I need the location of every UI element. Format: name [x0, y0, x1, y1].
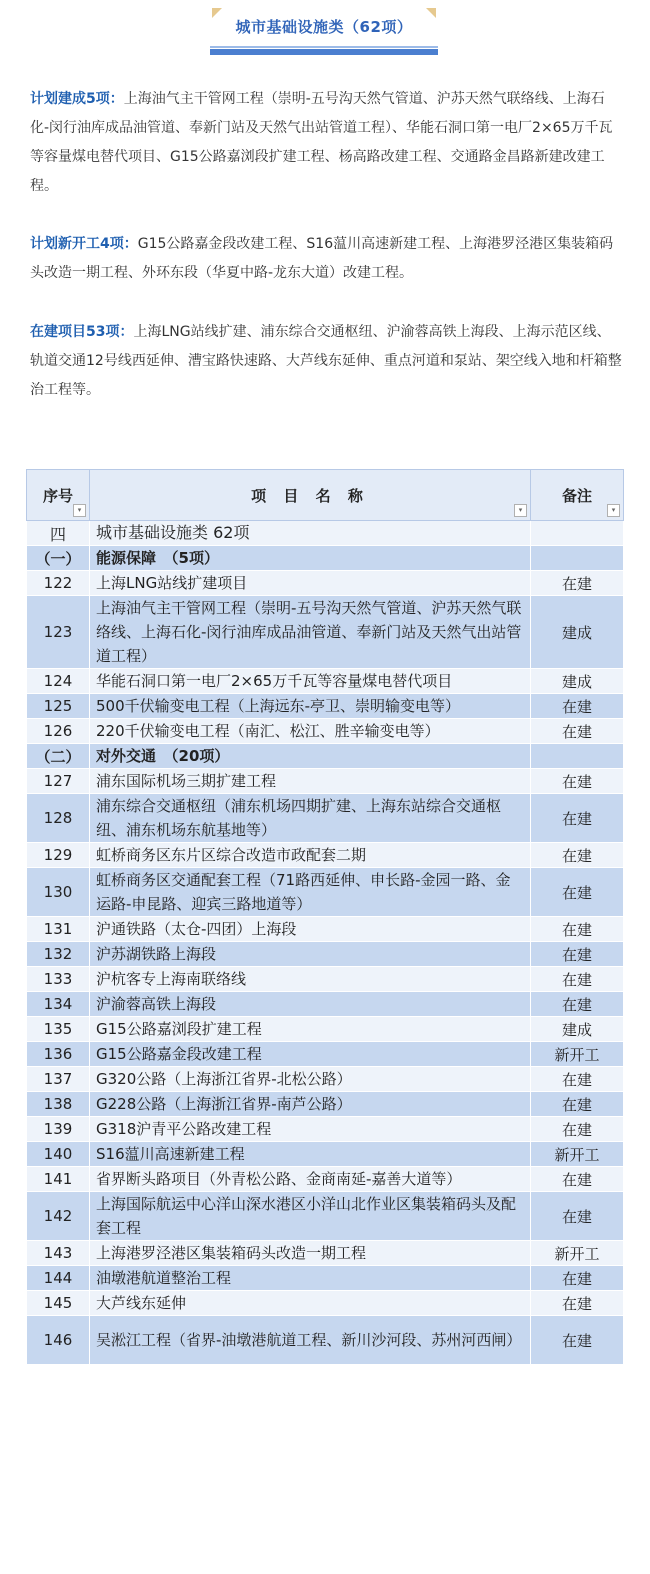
paragraph-lead: 计划建成5项： [30, 91, 124, 107]
cell-project-name: 上海LNG站线扩建项目 [90, 571, 531, 596]
cell-number: 135 [27, 1017, 90, 1042]
table-row [27, 1241, 624, 1266]
cell-project-name: G320公路（上海浙江省界-北松公路） [90, 1067, 531, 1092]
cell-status: 建成 [531, 669, 624, 694]
cell-number: 146 [27, 1316, 90, 1365]
table-row [27, 917, 624, 942]
cell-project-name: G318沪青平公路改建工程 [90, 1117, 531, 1142]
table-row [27, 1117, 624, 1142]
cell-status: 在建 [531, 769, 624, 794]
filter-dropdown-icon[interactable]: ▾ [73, 504, 86, 517]
column-header-name [90, 470, 531, 521]
cell-project-name: 沪通铁路（太仓-四团）上海段 [90, 917, 531, 942]
cell-status: 在建 [531, 1266, 624, 1291]
cell-project-name: 能源保障 （5项） [90, 546, 531, 571]
table-body [27, 521, 624, 1365]
cell-status: 在建 [531, 1067, 624, 1092]
cell-status: 在建 [531, 1316, 624, 1365]
table-row [27, 967, 624, 992]
cell-number: 141 [27, 1167, 90, 1192]
section-banner [210, 8, 438, 52]
cell-status: 新开工 [531, 1042, 624, 1067]
filter-dropdown-icon[interactable]: ▾ [607, 504, 620, 517]
cell-status: 在建 [531, 719, 624, 744]
cell-number: 143 [27, 1241, 90, 1266]
cell-status: 在建 [531, 571, 624, 596]
paragraph-new-projects [30, 230, 622, 288]
table-row [27, 1316, 624, 1365]
banner-underline-thick [210, 49, 438, 55]
cell-number: 140 [27, 1142, 90, 1167]
cell-project-name: 油墩港航道整治工程 [90, 1266, 531, 1291]
cell-status: 在建 [531, 917, 624, 942]
table-section-row [27, 546, 624, 571]
table-row [27, 596, 624, 669]
table-row [27, 1017, 624, 1042]
column-header-no [27, 470, 90, 521]
banner-underline-thin [210, 46, 438, 48]
cell-status: 新开工 [531, 1142, 624, 1167]
cell-status: 新开工 [531, 1241, 624, 1266]
cell-status: 在建 [531, 843, 624, 868]
cell-number: 137 [27, 1067, 90, 1092]
paragraph-text: 上海LNG站线扩建、浦东综合交通枢纽、沪渝蓉高铁上海段、上海示范区线、轨道交通12号线西延伸、漕宝路快速路、大芦线东延伸、重点河道和泵站、架空线入地和杆箱整治工程等。 [30, 324, 622, 398]
projects-table [26, 469, 624, 1365]
cell-number: 四 [27, 521, 90, 546]
cell-number: 122 [27, 571, 90, 596]
cell-project-name: 500千伏输变电工程（上海远东-亭卫、崇明输变电等） [90, 694, 531, 719]
cell-status: 建成 [531, 1017, 624, 1042]
table-row [27, 843, 624, 868]
table-row [27, 694, 624, 719]
paragraph-lead: 在建项目53项： [30, 324, 134, 340]
banner-title: 城市基础设施类（62项） [235, 18, 413, 36]
cell-number: 126 [27, 719, 90, 744]
cell-number: 127 [27, 769, 90, 794]
table-row [27, 769, 624, 794]
cell-status: 在建 [531, 967, 624, 992]
table-row [27, 669, 624, 694]
table-section-row [27, 744, 624, 769]
cell-number: 124 [27, 669, 90, 694]
cell-project-name: 沪杭客专上海南联络线 [90, 967, 531, 992]
paragraph-text: G15公路嘉金段改建工程、S16蕰川高速新建工程、上海港罗泾港区集装箱码头改造一期工程、外环东段（华夏中路-龙东大道）改建工程。 [30, 236, 614, 281]
table-header-row [27, 470, 624, 521]
cell-status: 在建 [531, 1117, 624, 1142]
cell-status: 在建 [531, 1192, 624, 1241]
cell-number: 142 [27, 1192, 90, 1241]
cell-project-name: 城市基础设施类 62项 [90, 521, 531, 546]
cell-project-name: G15公路嘉金段改建工程 [90, 1042, 531, 1067]
table-row [27, 942, 624, 967]
paragraph-lead: 计划新开工4项： [30, 236, 138, 252]
cell-status: 在建 [531, 1092, 624, 1117]
cell-project-name: 大芦线东延伸 [90, 1291, 531, 1316]
table-row [27, 868, 624, 917]
cell-number: 145 [27, 1291, 90, 1316]
column-header-label: 序号 [42, 486, 73, 505]
cell-number: 130 [27, 868, 90, 917]
table-row [27, 1142, 624, 1167]
cell-project-name: 华能石洞口第一电厂2×65万千瓦等容量煤电替代项目 [90, 669, 531, 694]
cell-project-name: 220千伏输变电工程（南汇、松江、胜辛输变电等） [90, 719, 531, 744]
cell-project-name: 上海油气主干管网工程（崇明-五号沟天然气管道、沪苏天然气联络线、上海石化-闵行油库成品油管道、奉新门站及天然气出站管道工程） [90, 596, 531, 669]
cell-status [531, 546, 624, 571]
column-header-note [531, 470, 624, 521]
cell-project-name: 省界断头路项目（外青松公路、金商南延-嘉善大道等） [90, 1167, 531, 1192]
cell-status: 在建 [531, 868, 624, 917]
cell-project-name: 浦东综合交通枢纽（浦东机场四期扩建、上海东站综合交通枢纽、浦东机场东航基地等） [90, 794, 531, 843]
cell-project-name: G15公路嘉浏段扩建工程 [90, 1017, 531, 1042]
table-row [27, 1291, 624, 1316]
cell-status: 在建 [531, 1167, 624, 1192]
cell-number: 136 [27, 1042, 90, 1067]
cell-number: 134 [27, 992, 90, 1017]
cell-project-name: 上海港罗泾港区集装箱码头改造一期工程 [90, 1241, 531, 1266]
cell-number: 125 [27, 694, 90, 719]
filter-dropdown-icon[interactable]: ▾ [514, 504, 527, 517]
cell-number: 131 [27, 917, 90, 942]
table-row [27, 1266, 624, 1291]
cell-status: 在建 [531, 794, 624, 843]
cell-project-name: 对外交通 （20项） [90, 744, 531, 769]
cell-project-name: 虹桥商务区交通配套工程（71路西延伸、申长路-金园一路、金运路-申昆路、迎宾三路地道等） [90, 868, 531, 917]
column-header-label: 备注 [561, 486, 592, 505]
table-row [27, 1092, 624, 1117]
table-row [27, 719, 624, 744]
cell-project-name: 虹桥商务区东片区综合改造市政配套二期 [90, 843, 531, 868]
table-row [27, 1067, 624, 1092]
cell-number: 133 [27, 967, 90, 992]
cell-number: 139 [27, 1117, 90, 1142]
cell-status: 在建 [531, 992, 624, 1017]
table-category-row [27, 521, 624, 546]
cell-project-name: 浦东国际机场三期扩建工程 [90, 769, 531, 794]
cell-number: （二） [27, 744, 90, 769]
column-header-label: 项 目 名 称 [251, 486, 369, 505]
cell-number: 138 [27, 1092, 90, 1117]
cell-status: 在建 [531, 1291, 624, 1316]
table-row [27, 571, 624, 596]
paragraph-ongoing-projects [30, 318, 622, 405]
cell-status: 在建 [531, 694, 624, 719]
cell-project-name: 沪渝蓉高铁上海段 [90, 992, 531, 1017]
cell-number: 144 [27, 1266, 90, 1291]
cell-status: 建成 [531, 596, 624, 669]
table-row [27, 1167, 624, 1192]
table-row [27, 1042, 624, 1067]
table-row [27, 992, 624, 1017]
table-row [27, 794, 624, 843]
cell-status [531, 521, 624, 546]
cell-project-name: 上海国际航运中心洋山深水港区小洋山北作业区集装箱码头及配套工程 [90, 1192, 531, 1241]
paragraph-text: 上海油气主干管网工程（崇明-五号沟天然气管道、沪苏天然气联络线、上海石化-闵行油库成品油管道、奉新门站及天然气出站管道工程）、华能石洞口第一电厂2×65万千瓦等容量煤电替代项目、G15公路嘉浏段扩建工程、杨高路改建工程、交通路金昌路新建改建工程。 [30, 91, 613, 194]
table-row [27, 1192, 624, 1241]
paragraph-completed-projects [30, 85, 622, 201]
cell-project-name: 吴淞江工程（省界-油墩港航道工程、新川沙河段、苏州河西闸） [90, 1316, 531, 1365]
cell-number: 128 [27, 794, 90, 843]
cell-number: （一） [27, 546, 90, 571]
cell-status [531, 744, 624, 769]
cell-project-name: S16蕰川高速新建工程 [90, 1142, 531, 1167]
cell-project-name: 沪苏湖铁路上海段 [90, 942, 531, 967]
cell-number: 123 [27, 596, 90, 669]
cell-status: 在建 [531, 942, 624, 967]
cell-number: 132 [27, 942, 90, 967]
cell-number: 129 [27, 843, 90, 868]
cell-project-name: G228公路（上海浙江省界-南芦公路） [90, 1092, 531, 1117]
